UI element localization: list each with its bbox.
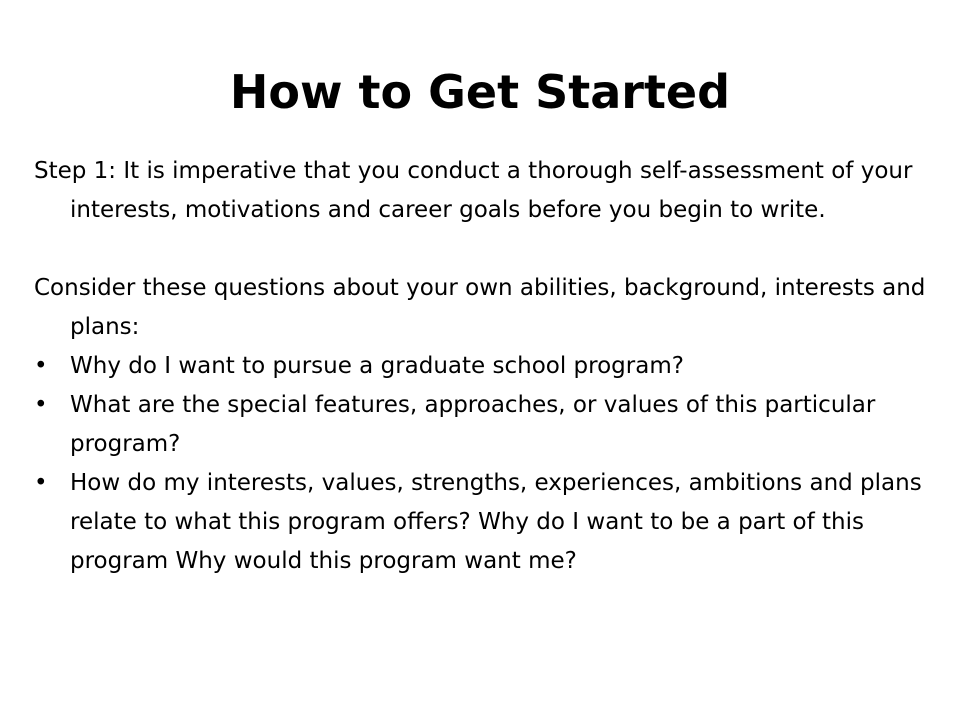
bullet-icon: • (34, 353, 48, 379)
questions-list (34, 347, 946, 581)
step-1-paragraph: Step 1: It is imperative that you conduct a thorough self-assessment of your interests, motivations and career goals before you begin to write. (34, 158, 913, 223)
slide-title: How to Get Started (229, 65, 731, 119)
question-text: What are the special features, approaches, or values of this particular program? (70, 392, 876, 457)
questions-intro: Consider these questions about your own abilities, background, interests and plans: (34, 275, 926, 340)
slide-body (34, 152, 946, 581)
question-text: Why do I want to pursue a graduate school program? (70, 353, 684, 379)
list-item (34, 464, 946, 581)
bullet-icon: • (34, 392, 48, 418)
paragraph-spacer (34, 230, 946, 269)
bullet-icon: • (34, 470, 48, 496)
list-item (34, 386, 946, 464)
question-text: How do my interests, values, strengths, experiences, ambitions and plans relate to what this program offers? Why do I want to be a part of this program Why would this program want me? (70, 470, 922, 574)
list-item (34, 347, 946, 386)
